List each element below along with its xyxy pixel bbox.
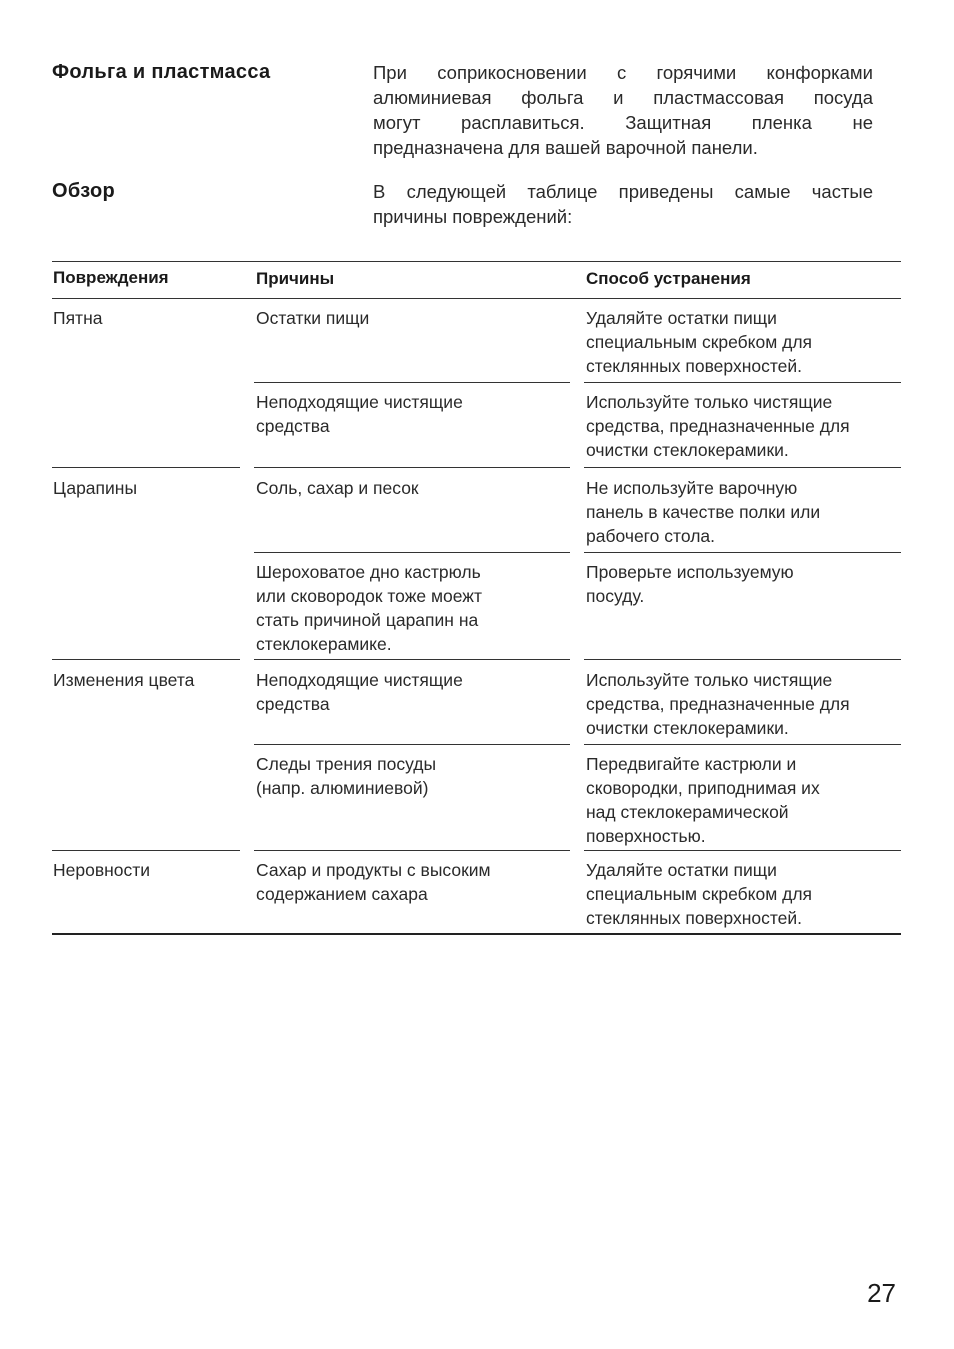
text-line: могут расплавиться. Защитная пленка не bbox=[373, 112, 873, 133]
table-cell-remedy: Используйте только чистящие средства, предназначенные для очистки стеклокерамики. bbox=[586, 392, 850, 460]
row-rule bbox=[254, 467, 570, 468]
table-cell-remedy: Удаляйте остатки пищи специальным скребком для стеклянных поверхностей. bbox=[586, 308, 813, 376]
table-cell-damage: Неровности bbox=[53, 860, 151, 880]
table-bottom-rule bbox=[52, 933, 901, 935]
table-cell-damage: Царапины bbox=[53, 478, 138, 498]
group-rule bbox=[52, 467, 240, 468]
header-causes: Причины bbox=[256, 269, 335, 288]
table-cell-cause: Остатки пищи bbox=[256, 308, 370, 328]
table-cell-remedy: Удаляйте остатки пищи специальным скребком для стеклянных поверхностей. bbox=[586, 860, 813, 928]
section-text-overview bbox=[373, 179, 873, 229]
text-line: В следующей таблице приведены самые частые bbox=[373, 181, 873, 202]
row-rule bbox=[254, 850, 570, 851]
text-line: причины повреждений: bbox=[373, 206, 573, 227]
table-cell-cause: Шероховатое дно кастрюль или сковородок тоже моежт стать причиной царапин на стеклокерамике. bbox=[256, 562, 483, 654]
section-title-foil: Фольга и пластмасса bbox=[52, 61, 271, 83]
row-rule bbox=[584, 850, 901, 851]
table-cell-cause: Соль, сахар и песок bbox=[256, 478, 419, 498]
table-cell-cause: Неподходящие чистящие средства bbox=[256, 392, 463, 436]
text-line: При соприкосновении с горячими конфорками bbox=[373, 62, 873, 83]
row-rule bbox=[254, 659, 570, 660]
text-line: алюминиевая фольга и пластмассовая посуда bbox=[373, 87, 873, 108]
header-remedy: Способ устранения bbox=[586, 269, 751, 288]
header-rule bbox=[52, 298, 901, 299]
row-rule bbox=[584, 467, 901, 468]
group-rule bbox=[52, 659, 240, 660]
table-top-rule bbox=[52, 261, 901, 262]
table-cell-cause: Сахар и продукты с высоким содержанием сахара bbox=[256, 860, 491, 904]
group-rule bbox=[52, 850, 240, 851]
row-rule bbox=[584, 659, 901, 660]
header-damage: Повреждения bbox=[53, 268, 169, 287]
row-rule bbox=[254, 382, 570, 383]
table-cell-remedy: Передвигайте кастрюли и сковородки, приподнимая их над стеклокерамической поверхностью. bbox=[586, 754, 820, 846]
table-cell-remedy: Не используйте варочную панель в качестве полки или рабочего стола. bbox=[586, 478, 821, 546]
row-rule bbox=[584, 552, 901, 553]
page-number: 27 bbox=[867, 1278, 896, 1308]
row-rule bbox=[584, 744, 901, 745]
text-line: предназначена для вашей варочной панели. bbox=[373, 137, 758, 158]
table-cell-cause: Неподходящие чистящие средства bbox=[256, 670, 463, 714]
table-cell-remedy: Проверьте используемую посуду. bbox=[586, 562, 794, 606]
row-rule bbox=[584, 382, 901, 383]
table-cell-remedy: Используйте только чистящие средства, предназначенные для очистки стеклокерамики. bbox=[586, 670, 850, 738]
table-cell-damage: Изменения цвета bbox=[53, 670, 195, 690]
section-text-foil bbox=[373, 60, 873, 160]
section-title-overview: Обзор bbox=[52, 180, 116, 202]
table-cell-damage: Пятна bbox=[53, 308, 103, 328]
table-cell-cause: Следы трения посуды (напр. алюминиевой) bbox=[256, 754, 437, 798]
row-rule bbox=[254, 744, 570, 745]
row-rule bbox=[254, 552, 570, 553]
